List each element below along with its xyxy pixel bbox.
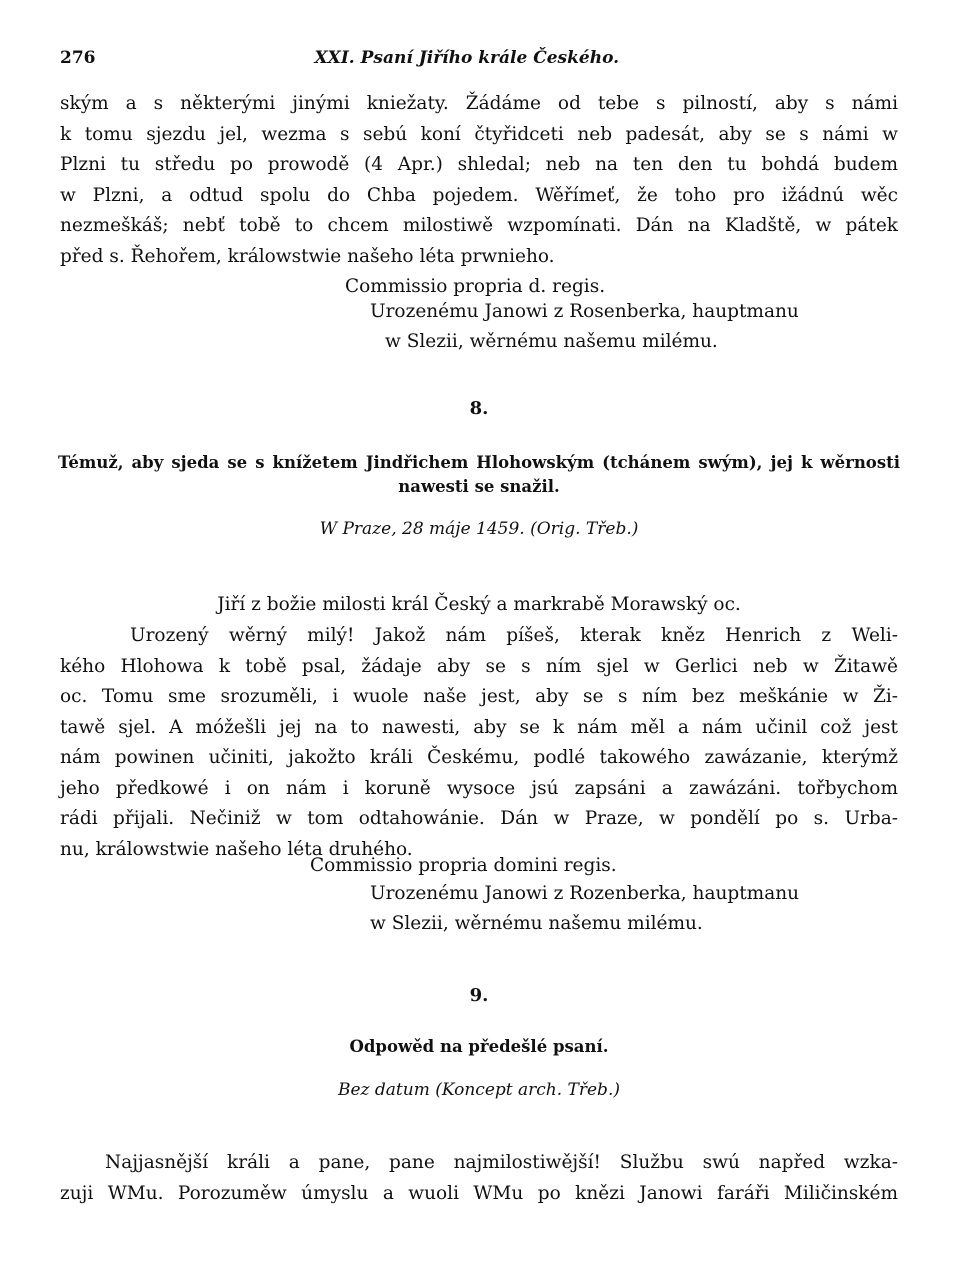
document-8-dateline: W Praze, 28 máje 1459. (Orig. Třeb.) [319,519,639,539]
text-line: rádi přijali. Nečiniž w tom odtahowánie. Dán w Praze, w pondělí po s. Urba- [60,808,898,829]
text-line: w Plzni, a odtud spolu do Chba pojedem. Wěřímeť, že toho pro ižádnú wěc [60,184,898,206]
letter-7-address [370,297,898,327]
text-line: ským a s některými jinými kniežaty. Žádáme od tebe s pilností, aby s námi [60,93,898,114]
letter-8-commissio [310,851,898,881]
text-line: oc. Tomu sme srozuměli, i wuole naše jest, aby se s ním bez meškánie w Ži- [60,686,898,707]
page-number: 276 [60,48,96,68]
letter-7-body [60,89,898,272]
text-line-last: nu, králowstwie našeho léta druhého. [60,838,413,860]
letter-9-body [60,1148,898,1209]
text-line: k tomu sjezdu jel, wezma s sebú koní čtyřidceti neb padesát, aby se s námi w [60,123,898,145]
text-line: tawě sjel. A móžešli jej na to nawesti, aby se k nám měl a nám učinil což jest [60,716,898,738]
text-line: Najjasnější králi a pane, pane najmilostiwější! Službu swú napřed wzka- [105,1152,898,1173]
text-line: nám powinen učiniti, jakožto králi Českému, podlé takowého zawázanie, kterýmž [60,747,898,768]
text-line: kého Hlohowa k tobě psal, žádaje aby se s ním sjel w Gerlici neb w Žitawě [60,655,898,677]
document-8-summary: Témuž, aby sjeda se s knížetem Jindřichem Hlohowským (tchánem swým), jej k wěrnosti nawesti se snažil. [58,453,900,496]
document-9-summary: Odpowěd na předešlé psaní. [349,1037,609,1056]
letter-8-address-2 [370,909,898,939]
letter-8-body [60,621,898,865]
document-8-salutation [60,590,898,620]
document-9-dateline: Bez datum (Koncept arch. Třeb.) [338,1080,620,1100]
text-line: Urozený wěrný milý! Jakož nám píšeš, kterak kněz Henrich z Weli- [130,625,898,646]
address-line-2: w Slezii, wěrnému našemu milému. [370,913,703,934]
running-title: XXI. Psaní Jiřího krále Českého. [314,48,620,68]
text-line-last: před s. Řehořem, králowstwie našeho léta prwnieho. [60,245,555,267]
document-number-8: 8. [469,398,489,419]
letter-7-address-2 [385,327,898,357]
letter-8-address [370,879,898,909]
text-line: Plzni tu středu po prowodě (4 Apr.) shledal; neb na ten den tu bohdá budem [60,154,898,175]
commissio-line: Commissio propria d. regis. [345,276,606,297]
address-line-1: Urozenému Janowi z Rozenberka, hauptmanu [370,883,800,904]
address-line-2: w Slezii, wěrnému našemu milému. [385,331,718,352]
page-header [60,48,898,74]
document-number-9: 9. [469,985,489,1006]
salutation-line: Jiří z božie milosti král Český a markrabě Morawský oc. [217,594,741,615]
commissio-line: Commissio propria domini regis. [310,855,617,876]
text-line: zuji WMu. Porozuměw úmyslu a wuoli WMu po knězi Janowi faráři Miličinském [60,1182,898,1204]
text-line: jeho předkowé i on nám i koruně wysoce jsú zapsáni a zawázáni. tořbychom [60,777,898,799]
address-line-1: Urozenému Janowi z Rosenberka, hauptmanu [370,301,799,322]
text-line: nezmeškáš; nebť tobě to chcem milostiwě wzpomínati. Dán na Kladště, w pátek [60,215,898,236]
